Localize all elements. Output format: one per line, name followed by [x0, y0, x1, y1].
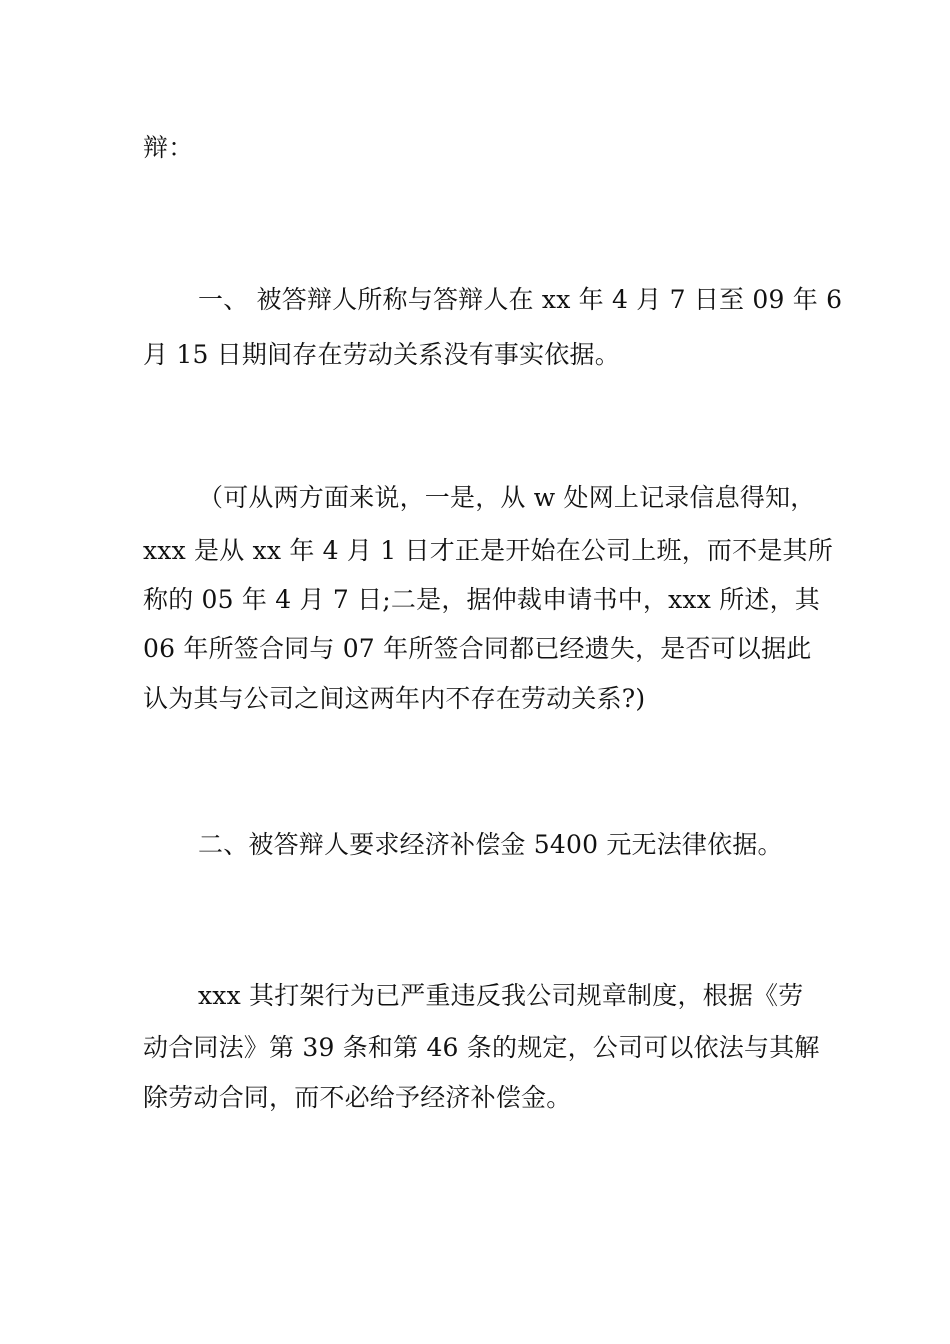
paragraph-line: 一、 被答辩人所称与答辩人在 xx 年 4 月 7 日至 09 年 6 [198, 285, 843, 314]
document-heading: 辩： [143, 133, 194, 162]
paragraph-line: xxx 是从 xx 年 4 月 1 日才正是开始在公司上班，而不是其所 [143, 536, 833, 565]
paragraph-line: 月 15 日期间存在劳动关系没有事实依据。 [143, 340, 620, 369]
paragraph-line: 二、被答辩人要求经济补偿金 5400 元无法律依据。 [198, 830, 783, 859]
paragraph-line: xxx 其打架行为已严重违反我公司规章制度，根据《劳 [198, 981, 804, 1010]
paragraph-line: 称的 05 年 4 月 7 日;二是，据仲裁申请书中，xxx 所述，其 [143, 585, 820, 614]
paragraph-line: 06 年所签合同与 07 年所签合同都已经遗失，是否可以据此 [143, 634, 812, 663]
paragraph-line: 除劳动合同，而不必给予经济补偿金。 [143, 1083, 572, 1112]
paragraph-line: 动合同法》第 39 条和第 46 条的规定，公司可以依法与其解 [143, 1033, 820, 1062]
paragraph-line: （可从两方面来说，一是，从 w 处网上记录信息得知， [198, 483, 816, 512]
paragraph-line: 认为其与公司之间这两年内不存在劳动关系?) [143, 684, 646, 713]
